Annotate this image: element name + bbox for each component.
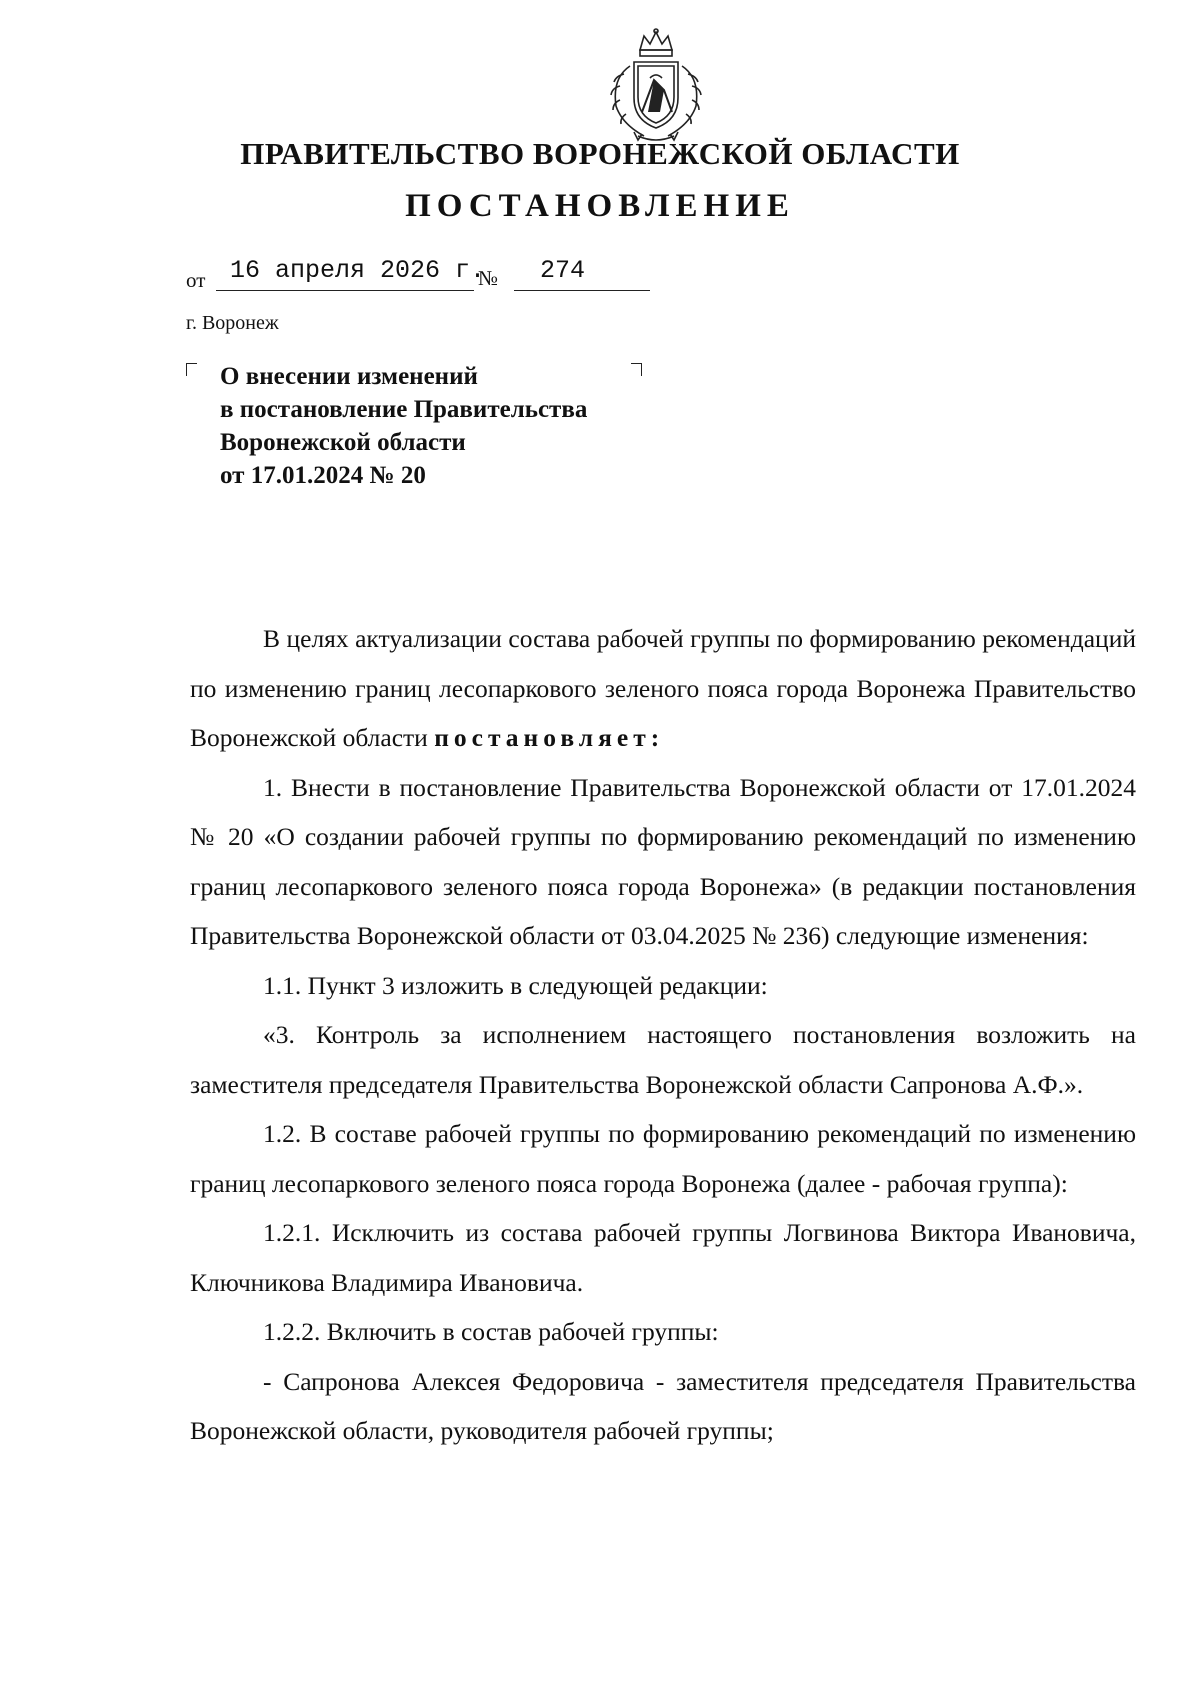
document-type: ПОСТАНОВЛЕНИЕ	[405, 188, 795, 224]
number-prefix: №	[478, 266, 499, 290]
corner-mark-top-left	[186, 363, 197, 376]
date-number-line	[186, 256, 646, 296]
preamble-paragraph	[190, 614, 1136, 763]
clause-1-1: 1.1. Пункт 3 изложить в следующей редакции:	[263, 970, 768, 1000]
coat-of-arms-icon	[594, 28, 718, 148]
clause-1-2: 1.2. В составе рабочей группы по формированию рекомендаций по изменению границ лесопаркового зеленого пояса города Воронежа (далее - рабочая группа):	[190, 1119, 1136, 1198]
clause-1-1-text: «3. Контроль за исполнением настоящего постановления возложить на заместителя председателя Правительства Воронежской области Сапронова А.Ф.».	[190, 1020, 1136, 1099]
document-body	[190, 614, 1136, 1456]
city-line: г. Воронеж	[186, 312, 279, 334]
date-prefix: от	[186, 268, 206, 292]
subject-line: в постановление Правительства	[220, 396, 588, 423]
clause-1: 1. Внести в постановление Правительства Воронежской области от 17.01.2024 № 20 «О создании рабочей группы по формированию рекомендаций по изменению границ лесопаркового зеленого пояса города Воронежа» (в редакции постановления Правительства Воронежской области от 03.04.2025 № 236) следующие изменения:	[190, 772, 1136, 950]
preamble-text: В целях актуализации состава рабочей группы по формированию рекомендаций по изменению границ лесопаркового зеленого пояса города Воронежа Правительство Воронежской области	[190, 624, 1136, 752]
document-number: 274	[540, 256, 586, 285]
subject-line: от 17.01.2024 № 20	[220, 462, 426, 489]
subject-line: Воронежской области	[220, 429, 466, 456]
date-underline	[216, 290, 474, 291]
number-underline	[514, 290, 650, 291]
issuing-authority: ПРАВИТЕЛЬСТВО ВОРОНЕЖСКОЙ ОБЛАСТИ	[240, 136, 960, 171]
clause-1-2-2: 1.2.2. Включить в состав рабочей группы:	[263, 1317, 719, 1346]
resolves-emphasis: постановляет:	[434, 723, 665, 752]
subject-line: О внесении изменений	[220, 363, 478, 390]
document-subject	[220, 360, 660, 492]
document-date: 16 апреля 2026 г.	[230, 256, 486, 285]
clause-1-2-1: 1.2.1. Исключить из состава рабочей группы Логвинова Виктора Ивановича, Ключникова Владимира Ивановича.	[190, 1218, 1136, 1297]
member-list-item: - Сапронова Алексея Федоровича - заместителя председателя Правительства Воронежской области, руководителя рабочей группы;	[190, 1366, 1136, 1445]
